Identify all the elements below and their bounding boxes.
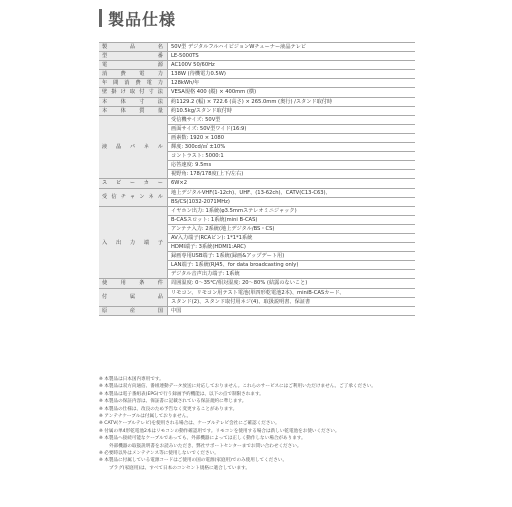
note-line: ※ アンテナケーブルは付属しておりません。 <box>99 414 192 420</box>
note-line: プラグ(家庭用)は、すべて日本のコンセント規格に適合しています。 <box>109 465 250 471</box>
spec-value: 128kWh/年 <box>168 79 416 88</box>
spec-value: B-CASスロット: 1系統(mini B-CAS) <box>168 215 416 224</box>
spec-label: 壁掛け取付寸法 <box>99 88 168 97</box>
spec-row <box>99 106 415 115</box>
note-line: ※ 本製品は双方向通信、番組連動データ放送に対応しておりません。これらのサービスにはご利用いただけません。ご了承ください。 <box>99 384 376 390</box>
note-line: ※ 本製品に付属している電源コードはご使用の国の電源(家庭用)でのみ使用してください。 <box>99 458 288 464</box>
note-line: ※ CATV(ケーブルテレビ)を使用される場合は、ケーブルテレビ会社にご確認ください。 <box>99 421 280 427</box>
spec-value: 地上デジタルVHF(1-12ch)、UHF、(13-62ch)、CATV(C13-C63)、 <box>168 188 416 197</box>
spec-value: LE-5000TS <box>168 52 416 61</box>
spec-value: 138W (待機電力0.5W) <box>168 70 416 79</box>
spec-row <box>99 97 415 106</box>
spec-value: 録画専用USB端子: 1系統(録画&アップデート用) <box>168 252 416 261</box>
spec-value: AV入力端子(RCAピン): 1*1*1系統 <box>168 233 416 242</box>
spec-value: LAN端子: 1系統(RJ45、for data broadcasting only) <box>168 261 416 270</box>
spec-value: 輝度: 300cd/㎡ ±10% <box>168 143 416 152</box>
spec-value: 画素数: 1920 × 1080 <box>168 133 416 142</box>
note-line: ※ 必要時以外はメンテナンス等に使用しないでください。 <box>99 451 219 457</box>
spec-value: アンテナ入力: 2系統(地上デジタル/BS・CS) <box>168 224 416 233</box>
spec-value: 6W×2 <box>168 179 416 188</box>
title-row <box>99 6 176 30</box>
spec-table <box>99 42 415 316</box>
spec-row <box>99 61 415 70</box>
spec-label: 消費電力 <box>99 70 168 79</box>
spec-row <box>99 288 415 297</box>
spec-label: 付属品 <box>99 288 168 306</box>
spec-value: デジタル音声出力端子: 1系統 <box>168 270 416 279</box>
note-line: ※ 本製品の保証内容は、保証書に記載されている保証規約に準じます。 <box>99 399 247 405</box>
spec-value: AC100V 50/60Hz <box>168 61 416 70</box>
spec-row <box>99 52 415 61</box>
spec-table-body <box>99 43 415 316</box>
title-accent-bar <box>99 9 102 27</box>
spec-value: リモコン、リモコン用テスト電池(単四形乾電池2本)、miniB-CASカード、 <box>168 288 416 297</box>
spec-value: イヤホン出力: 1系統(φ3.5mmステレオミニジャック) <box>168 206 416 215</box>
spec-value: 応答速度: 9.5ms <box>168 161 416 170</box>
spec-label: 本体質量 <box>99 106 168 115</box>
spec-value: 画面サイズ: 50V型ワイド(16:9) <box>168 124 416 133</box>
spec-label: 電源 <box>99 61 168 70</box>
spec-label: 受信チャンネル <box>99 188 168 206</box>
spec-row <box>99 206 415 215</box>
spec-label: 液晶パネル <box>99 115 168 179</box>
spec-label: 使用条件 <box>99 279 168 288</box>
spec-row <box>99 115 415 124</box>
spec-row <box>99 179 415 188</box>
note-line: ※ 付属の単4形乾電池2本はリモコンの動作確認用です。リモコンを使用する場合は新しい乾電池をお使いください。 <box>99 428 340 434</box>
spec-row <box>99 188 415 197</box>
spec-value: 周囲温度: 0〜35℃/相対湿度: 20〜80% (結露のないこと) <box>168 279 416 288</box>
spec-value: 約1129.2 (幅) × 722.6 (高さ) × 265.0mm (奥行) /スタンド取付時 <box>168 97 416 106</box>
spec-label: 製品名 <box>99 43 168 52</box>
spec-value: 50V型 デジタルフルハイビジョンWチューナー液晶テレビ <box>168 43 416 52</box>
spec-value: 視野角: 178/178度(上下/左右) <box>168 170 416 179</box>
spec-value: 受信機サイズ: 50V型 <box>168 115 416 124</box>
spec-label: 年間消費電力 <box>99 79 168 88</box>
spec-label: 型番 <box>99 52 168 61</box>
note-line: ※ 本製品は日本国内専用です。 <box>99 377 164 382</box>
spec-row <box>99 88 415 97</box>
spec-value: スタンド(2)、スタンド取付用ネジ(4)、取扱説明書、保証書 <box>168 297 416 306</box>
spec-label: スピーカー <box>99 179 168 188</box>
notes-section <box>99 376 415 472</box>
note-line: ※ 本製品の仕様は、改良のため予告なく変更することがあります。 <box>99 406 238 412</box>
spec-value: HDMI端子: 3系統(HDMI1:ARC) <box>168 243 416 252</box>
note-line: ※ 本製品は電子番組表(EPG)で行う録画予約機能は、以下の点で制限されます。 <box>99 391 264 397</box>
spec-row <box>99 279 415 288</box>
page-title: 製品仕様 <box>108 9 177 29</box>
spec-label: 本体寸法 <box>99 97 168 106</box>
spec-label: 原産国 <box>99 306 168 315</box>
spec-label: 入出力端子 <box>99 206 168 279</box>
spec-value: 約10.5kg/スタンド取付時 <box>168 106 416 115</box>
note-line: ※ 本製品へ接続可能なケーブルであっても、外部機器によっては正しく動作しない場合があります。 <box>99 436 306 442</box>
spec-value: コントラスト: 5000:1 <box>168 152 416 161</box>
spec-value: 中国 <box>168 306 416 315</box>
spec-row <box>99 306 415 315</box>
spec-row <box>99 70 415 79</box>
spec-row <box>99 79 415 88</box>
note-line: 外部機器の取扱説明書をお読みいただき、弊社サポートセンターまでお問い合わせください。 <box>109 443 302 449</box>
spec-value: VESA規格 400 (縦) × 400mm (横) <box>168 88 416 97</box>
spec-row <box>99 43 415 52</box>
spec-value: BS/CS(1032-2071MHz) <box>168 197 416 206</box>
